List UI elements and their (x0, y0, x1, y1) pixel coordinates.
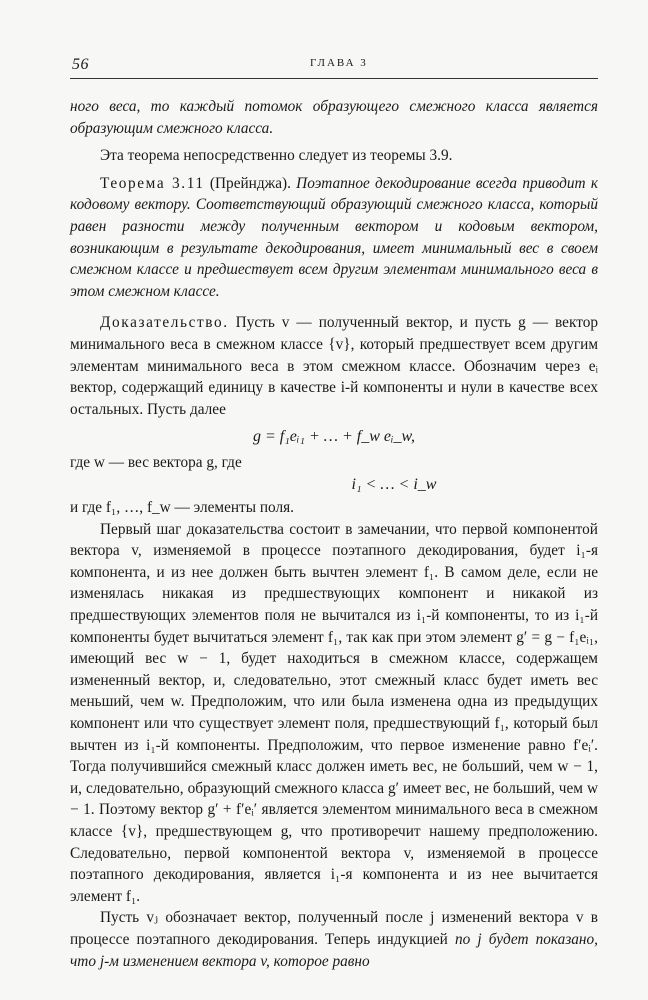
paragraph-theorem-3-11 (70, 173, 598, 303)
induction-text-emphasis: по j будет показано, что j-м изменением вектора v, которое равно (70, 930, 598, 970)
paragraph-induction (70, 907, 598, 972)
paragraph-theorem-note: Эта теорема непосредственно следует из теоремы 3.9. (100, 147, 453, 165)
page-header (70, 56, 598, 78)
theorem-label: Теорема 3.11 (100, 174, 205, 192)
body-text (70, 96, 598, 972)
theorem-attribution: (Прейнджа). (204, 174, 297, 192)
header-rule (70, 78, 598, 79)
page-number: 56 (72, 56, 89, 73)
induction-text: Пусть vⱼ обозначает вектор, полученный после j изменений вектора v в процессе поэтапного декодирования. Теперь индукцией (70, 909, 598, 948)
theorem-statement: Поэтапное декодирование всегда приводит к кодовому вектору. Соответствующий образующий смежного класса, который равен разности между полученным вектором и кодовым вектором, возникающим в результате декодирования, имеет минимальный вес в своем смежном классе и предшествует всем другим элементам минимального веса в этом смежном классе. (70, 174, 598, 300)
paragraph-weight-def: где w — вес вектора g, где (70, 453, 242, 471)
formula-g-expansion: g = f₁eᵢ₁ + … + f_w eᵢ_w, (252, 428, 416, 446)
book-page (70, 56, 598, 972)
paragraph-theorem-continuation: ного веса, то каждый потомок образующего смежного класса является образующим смежного класса. (70, 98, 598, 137)
paragraph-first-step: Первый шаг доказательства состоит в замечании, что первой компонентой вектора v, изменяемой в процессе поэтапного декодирования, будет i₁-я компонента, и из нее должен быть вычтен элемент f₁. В самом деле, если не изменялась никакая из предшествующих компонент и никакой из предшествующих элементов поля не вычитался из i₁-й компоненты, то из i₁-й компоненты будет вычитаться элемент f₁, так как при этом элемент g′ = g − f₁eᵢ₁, имеющий вес w − 1, будет находиться в смежном классе, содержащем измененный вектор, и, следовательно, этот смежный класс будет иметь вес меньший, чем w. Предположим, что или была изменена одна из предыдущих компонент или что существует элемент поля, предшествующий f₁, который был вычтен из i₁-й компоненты. Предположим, что первое изменение равно f′eᵢ′. Тогда получившийся смежный класс должен иметь вес, не больший, чем w − 1, и, следовательно, образующий смежного класса g′ имеет вес, не больший, чем w − 1. Поэтому вектор g′ + f′eᵢ′ является элементом минимального веса в смежном классе {v}, предшествующем g, что противоречит нашему предположению. Следовательно, первой компонентой вектора v, изменяемой в процессе поэтапного декодирования, является i₁-я компонента и из нее вычитается элемент f₁. (70, 520, 598, 905)
proof-label: Доказательство. (100, 314, 229, 332)
formula-index-order: i₁ < … < i_w (351, 475, 437, 493)
paragraph-proof (70, 312, 598, 420)
proof-text: Пусть v — полученный вектор, и пусть g — вектор минимального веса в смежном классе {v}, который предшествует всем другим элементам минимального веса в этом смежном классе. Обозначим через eᵢ вектор, содержащий единицу в качестве i-й компоненты и нули в качестве всех остальных. Пусть далее (70, 314, 598, 418)
running-head: ГЛАВА 3 (310, 57, 368, 69)
paragraph-field-elements: и где f₁, …, f_w — элементы поля. (70, 499, 294, 517)
